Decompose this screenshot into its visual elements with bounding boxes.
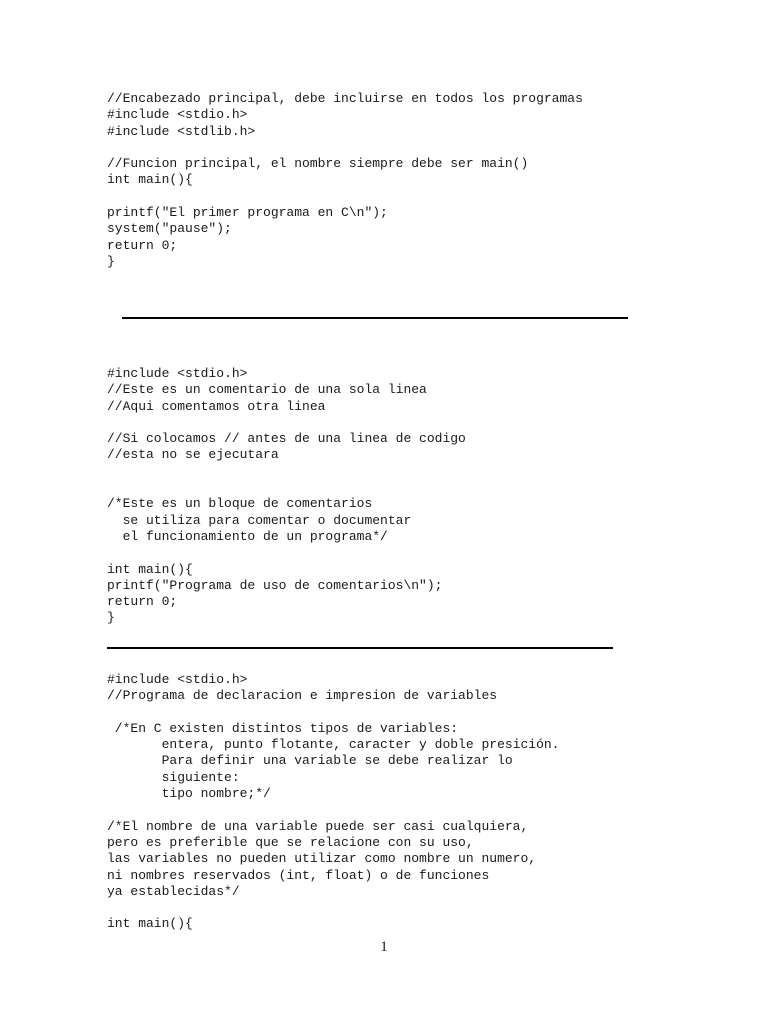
code-line: ya establecidas*/ [107, 883, 240, 899]
code-line: #include <stdio.h> [107, 366, 248, 381]
code-line: //Programa de declaracion e impresion de variables [107, 688, 498, 704]
code-line: Para definir una variable se debe realizar lo [107, 753, 513, 769]
code-line: tipo nombre;*/ [107, 786, 271, 802]
horizontal-rule [122, 317, 628, 319]
code-line: #include <stdlib.h> [107, 123, 256, 139]
code-block-comments [107, 366, 466, 627]
code-line: //Este es un comentario de una sola linea [107, 382, 427, 398]
horizontal-rule [107, 647, 613, 649]
code-line: //esta no se ejecutara [107, 447, 279, 463]
code-line: #include <stdio.h> [107, 672, 248, 687]
code-line: /*El nombre de una variable puede ser casi cualquiera, [107, 818, 529, 834]
code-line: //Encabezado principal, debe incluirse en todos los programas [107, 91, 583, 106]
code-line: int main(){ [107, 172, 193, 188]
code-line: pero es preferible que se relacione con su uso, [107, 834, 474, 850]
code-line: system("pause"); [107, 221, 232, 237]
code-line [107, 415, 466, 431]
page-number: 1 [380, 939, 388, 955]
code-line [107, 140, 583, 156]
code-line: entera, punto flotante, caracter y doble presición. [107, 737, 560, 753]
code-line: las variables no pueden utilizar como nombre un numero, [107, 851, 537, 867]
code-line [107, 802, 559, 818]
code-line: return 0; [107, 594, 178, 610]
code-line [107, 189, 583, 205]
code-line: } [107, 253, 115, 269]
code-line: } [107, 610, 115, 626]
code-line: //Funcion principal, el nombre siempre debe ser main() [107, 156, 529, 172]
code-line [107, 545, 466, 561]
code-block-hello-world [107, 91, 583, 270]
code-line [107, 464, 466, 480]
code-line: int main(){ [107, 916, 193, 932]
code-line: el funcionamiento de un programa*/ [107, 528, 388, 544]
code-line: int main(){ [107, 561, 193, 577]
code-line: printf("El primer programa en C\n"); [107, 205, 388, 221]
code-line: /*En C existen distintos tipos de variables: [107, 720, 459, 736]
code-line [107, 480, 466, 496]
code-block-variables [107, 672, 559, 933]
code-line: #include <stdio.h> [107, 107, 248, 123]
code-line: //Aqui comentamos otra linea [107, 398, 326, 414]
code-line: ni nombres reservados (int, float) o de funciones [107, 867, 490, 883]
code-line [107, 705, 559, 721]
code-line: siguiente: [107, 769, 240, 785]
code-line [107, 900, 559, 916]
code-line: /*Este es un bloque de comentarios [107, 496, 373, 512]
code-line: return 0; [107, 237, 178, 253]
code-line: se utiliza para comentar o documentar [107, 512, 412, 528]
code-line: //Si colocamos // antes de una linea de codigo [107, 431, 466, 447]
code-line: printf("Programa de uso de comentarios\n"); [107, 577, 443, 593]
